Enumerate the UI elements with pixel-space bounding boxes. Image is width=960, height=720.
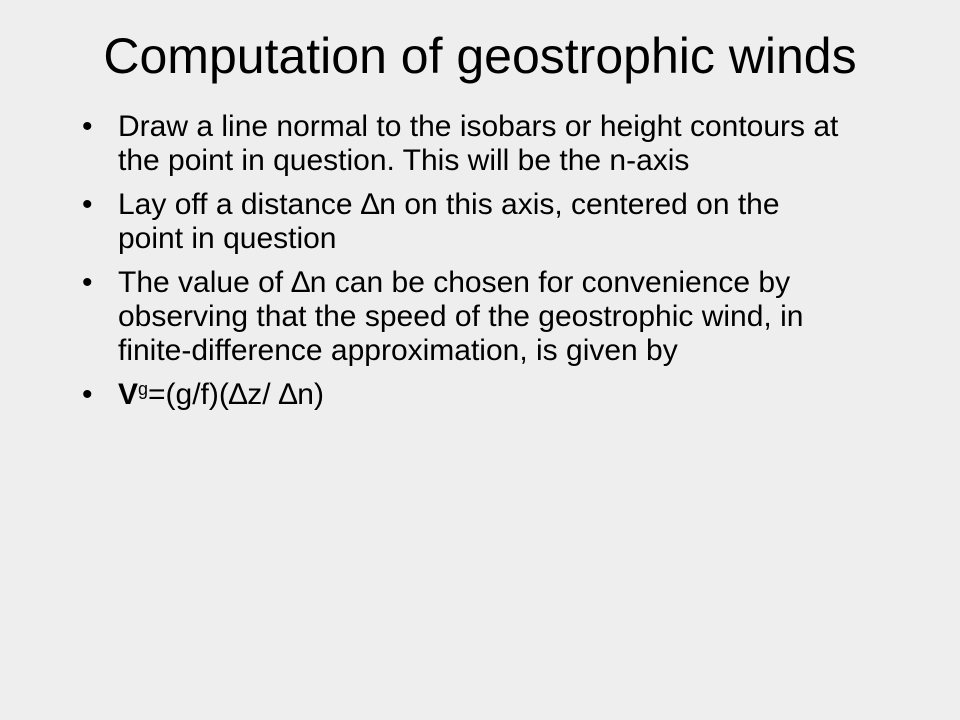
bullet-marker: • [82, 266, 93, 299]
formula-symbol: V [118, 378, 139, 411]
bullet-item [80, 266, 850, 368]
bullet-text: Draw a line normal to the isobars or height contours at the point in question. This will be the n-axis [118, 110, 839, 177]
bullet-item [80, 110, 850, 178]
bullet-item [80, 188, 850, 256]
formula-subscript: g [138, 379, 149, 399]
formula-text [118, 378, 850, 412]
bullet-marker: • [82, 188, 93, 221]
slide-title: Computation of geostrophic winds [103, 28, 857, 84]
bullet-text: Lay off a distance ∆n on this axis, centered on the point in question [118, 188, 780, 255]
bullet-text: The value of ∆n can be chosen for convenience by observing that the speed of the geostrophic wind, in finite-difference approximation, is given by [118, 266, 804, 367]
formula-expression: =(g/f)(∆z/ ∆n) [148, 378, 324, 411]
bullet-marker: • [82, 110, 93, 143]
bullet-marker: • [82, 378, 93, 411]
bullet-list [80, 110, 850, 422]
formula-item [80, 378, 850, 412]
